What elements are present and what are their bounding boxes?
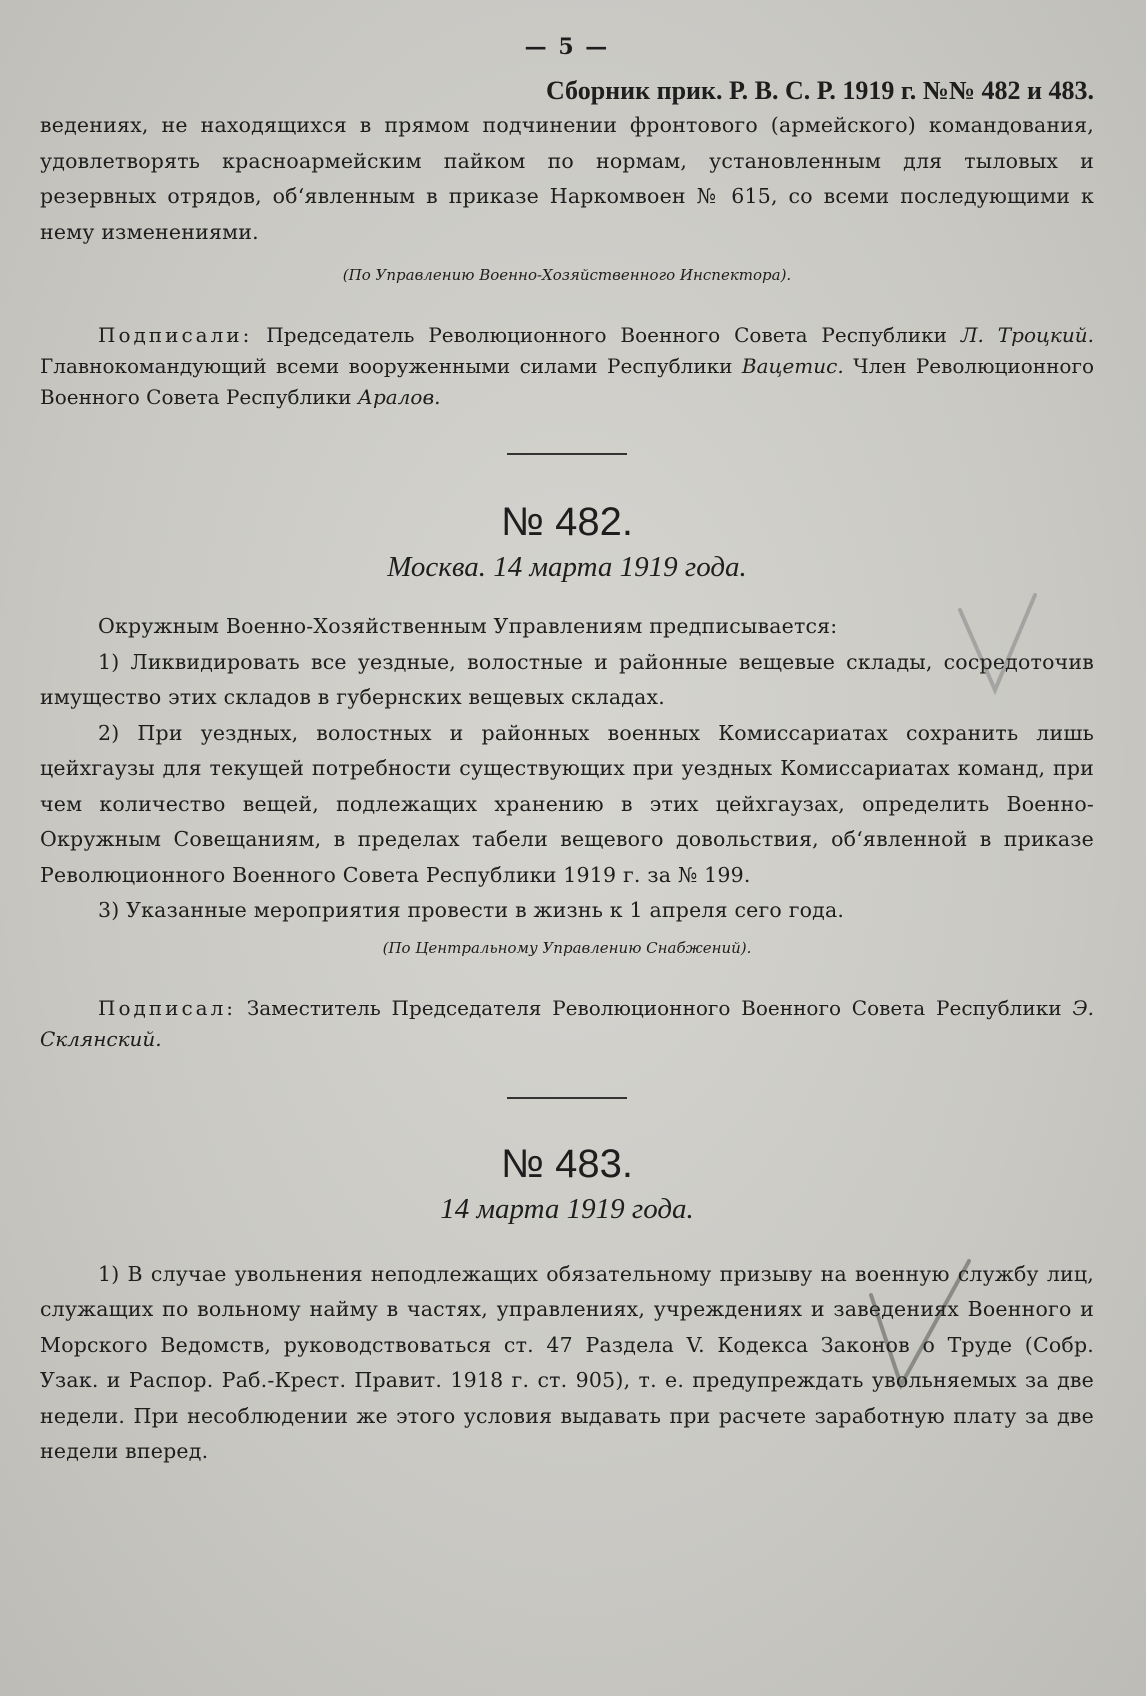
signer-title-3: Член Революционного Военного Совета Республики [40, 354, 1094, 409]
page-number: — 5 — [524, 34, 610, 60]
order-483-date: 14 марта 1919 года. [440, 1192, 694, 1225]
signed-label: Подписал: [98, 995, 237, 1020]
order-482-source: (По Центральному Управлению Снабжений). [382, 938, 752, 957]
page-content [40, 30, 1094, 1470]
order-482-place-date: Москва. 14 марта 1919 года. [387, 551, 747, 583]
order-482-item-2: 2) При уездных, волостных и районных военных Комиссариатах сохранить лишь цейхгаузы для текущей потребности существующих при уездных Комиссариатах команд, при чем количество вещей, подлежащих хранению в этих цейхгаузах, определить Военно-Окружным Совещаниям, в пределах табели вещевого довольствия, об‘явленной в приказе Революционного Военного Совета Республики 1919 г. за № 199. [40, 720, 1094, 887]
signer-title: Заместитель Председателя Революционного Военного Совета Республики [246, 995, 1062, 1020]
order-482-item-3: 3) Указанные мероприятия провести в жизнь к 1 апреля сего года. [98, 898, 845, 922]
signer-name-2: Вацетис. [741, 354, 844, 378]
signer-name-1: Л. Троцкий. [960, 323, 1094, 347]
signed-label: Подписали: [98, 323, 253, 347]
order-482-item-1: 1) Ликвидировать все уездные, волостные и районные вещевые склады, сосредоточив имущество этих складов в губернских вещевых складах. [40, 649, 1094, 709]
section-divider [507, 1097, 627, 1099]
signer-name-3: Аралов. [357, 385, 441, 409]
continuation-source: (По Управлению Военно-Хозяйственного Инспектора). [342, 266, 792, 284]
continuation-signatures [40, 320, 1094, 413]
order-482-signatures [40, 993, 1094, 1055]
order-483-number: № 483. [501, 1141, 633, 1186]
order-483-item-1: 1) В случае увольнения неподлежащих обязательному призыву на военную службу лиц, служащих по вольному найму в частях, управлениях, учреждениях и заведениях Военного и Морского Ведомств, руководствоваться ст. 47 Раздела V. Кодекса Законов о Труде (Собр. Узак. и Распор. Раб.-Крест. Правит. 1918 г. ст. 905), т. е. предупреждать увольняемых за две недели. При несоблюдении же этого условия выдавать при расчете заработную плату за две недели вперед. [40, 1261, 1094, 1463]
signer-name: Э. Склянский. [40, 995, 1095, 1051]
section-divider [507, 453, 627, 455]
continuation-text: ведениях, не находящихся в прямом подчинении фронтового (армейского) командования, удовлетворять красноармейским пайком по нормам, установленным для тыловых и резервных отрядов, об‘явленным в приказе Наркомвоен № 615, со всеми последующими к нему изменениями. [40, 113, 1094, 244]
signer-title-1: Председатель Революционного Военного Совета Республики [266, 323, 947, 347]
order-482-number: № 482. [501, 500, 633, 544]
running-header: Сборник прик. Р. В. С. Р. 1919 г. №№ 482 и 483. [545, 76, 1094, 105]
order-482-intro: Окружным Военно-Хозяйственным Управлениям предписывается: [98, 614, 838, 638]
signer-title-2: Главнокомандующий всеми вооруженными силами Республики [40, 354, 733, 378]
